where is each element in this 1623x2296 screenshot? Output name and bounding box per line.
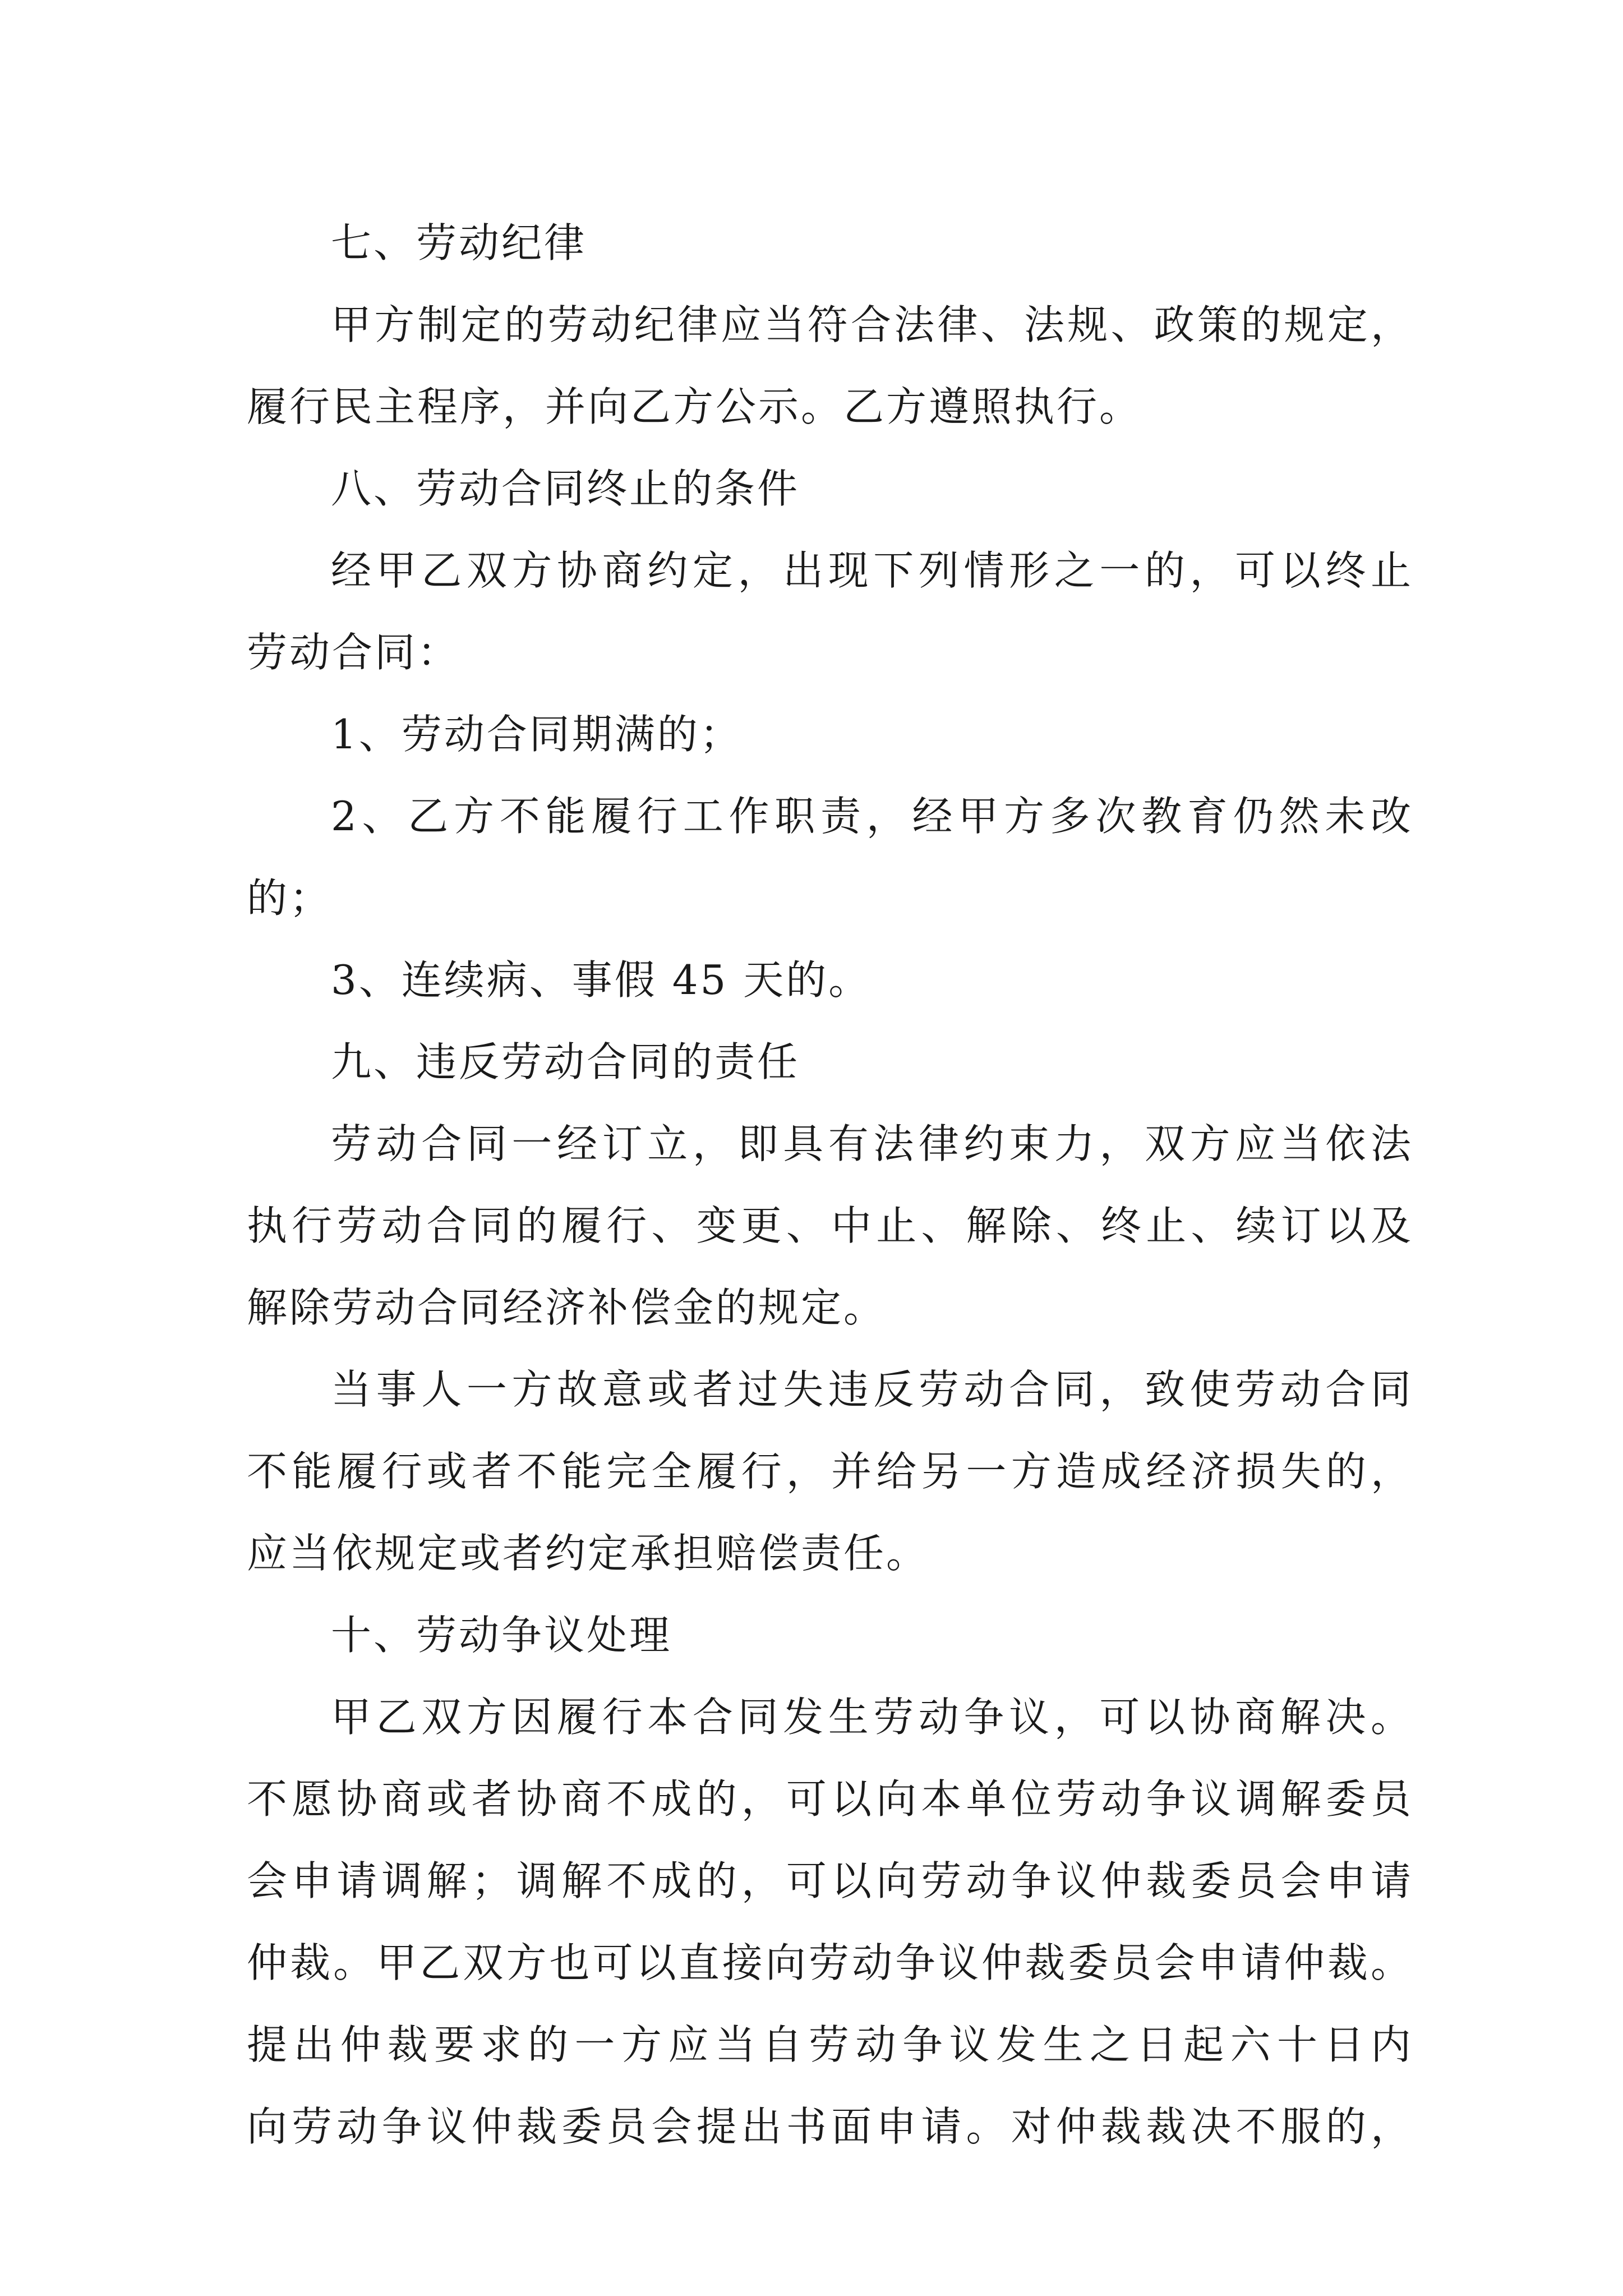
paragraph-line: 履行民主程序，并向乙方公示。乙方遵照执行。 — [247, 383, 1142, 430]
paragraph-line: 应当依规定或者约定承担赔偿责任。 — [247, 1530, 929, 1577]
document-body — [247, 202, 1413, 2168]
section-heading-termination-conditions: 八、劳动合同终止的条件 — [331, 465, 800, 512]
section-heading-labor-discipline: 七、劳动纪律 — [331, 219, 587, 266]
paragraph-line: 执行劳动合同的履行、变更、中止、解除、终止、续订以及 — [247, 1202, 1413, 1249]
paragraph-line: 不愿协商或者协商不成的，可以向本单位劳动争议调解委员 — [247, 1775, 1413, 1823]
paragraph-line: 不能履行或者不能完全履行，并给另一方造成经济损失的， — [247, 1448, 1413, 1495]
paragraph-line: 提出仲裁要求的一方应当自劳动争议发生之日起六十日内 — [247, 2021, 1413, 2068]
list-item: 3、连续病、事假 45 天的。 — [331, 956, 872, 1004]
paragraph-line: 劳动合同一经订立，即具有法律约束力，双方应当依法 — [331, 1120, 1413, 1167]
paragraph-line: 会申请调解；调解不成的，可以向劳动争议仲裁委员会申请 — [247, 1857, 1413, 1904]
paragraph-line: 甲乙双方因履行本合同发生劳动争议，可以协商解决。 — [331, 1694, 1413, 1741]
paragraph-line: 仲裁。甲乙双方也可以直接向劳动争议仲裁委员会申请仲裁。 — [247, 1939, 1413, 1986]
list-item-continuation: 的； — [247, 875, 333, 922]
paragraph-line: 甲方制定的劳动纪律应当符合法律、法规、政策的规定， — [331, 301, 1413, 348]
section-heading-breach-liability: 九、违反劳动合同的责任 — [331, 1038, 800, 1085]
list-item: 1、劳动合同期满的； — [331, 711, 743, 758]
paragraph-line: 当事人一方故意或者过失违反劳动合同，致使劳动合同 — [331, 1366, 1413, 1413]
paragraph-line: 向劳动争议仲裁委员会提出书面申请。对仲裁裁决不服的， — [247, 2103, 1413, 2150]
paragraph-line: 劳动合同： — [247, 629, 460, 676]
section-heading-dispute-handling: 十、劳动争议处理 — [331, 1612, 672, 1659]
paragraph-line: 经甲乙双方协商约定，出现下列情形之一的，可以终止 — [331, 547, 1413, 594]
list-item: 2、乙方不能履行工作职责，经甲方多次教育仍然未改 — [331, 793, 1413, 840]
paragraph-line: 解除劳动合同经济补偿金的规定。 — [247, 1284, 887, 1331]
